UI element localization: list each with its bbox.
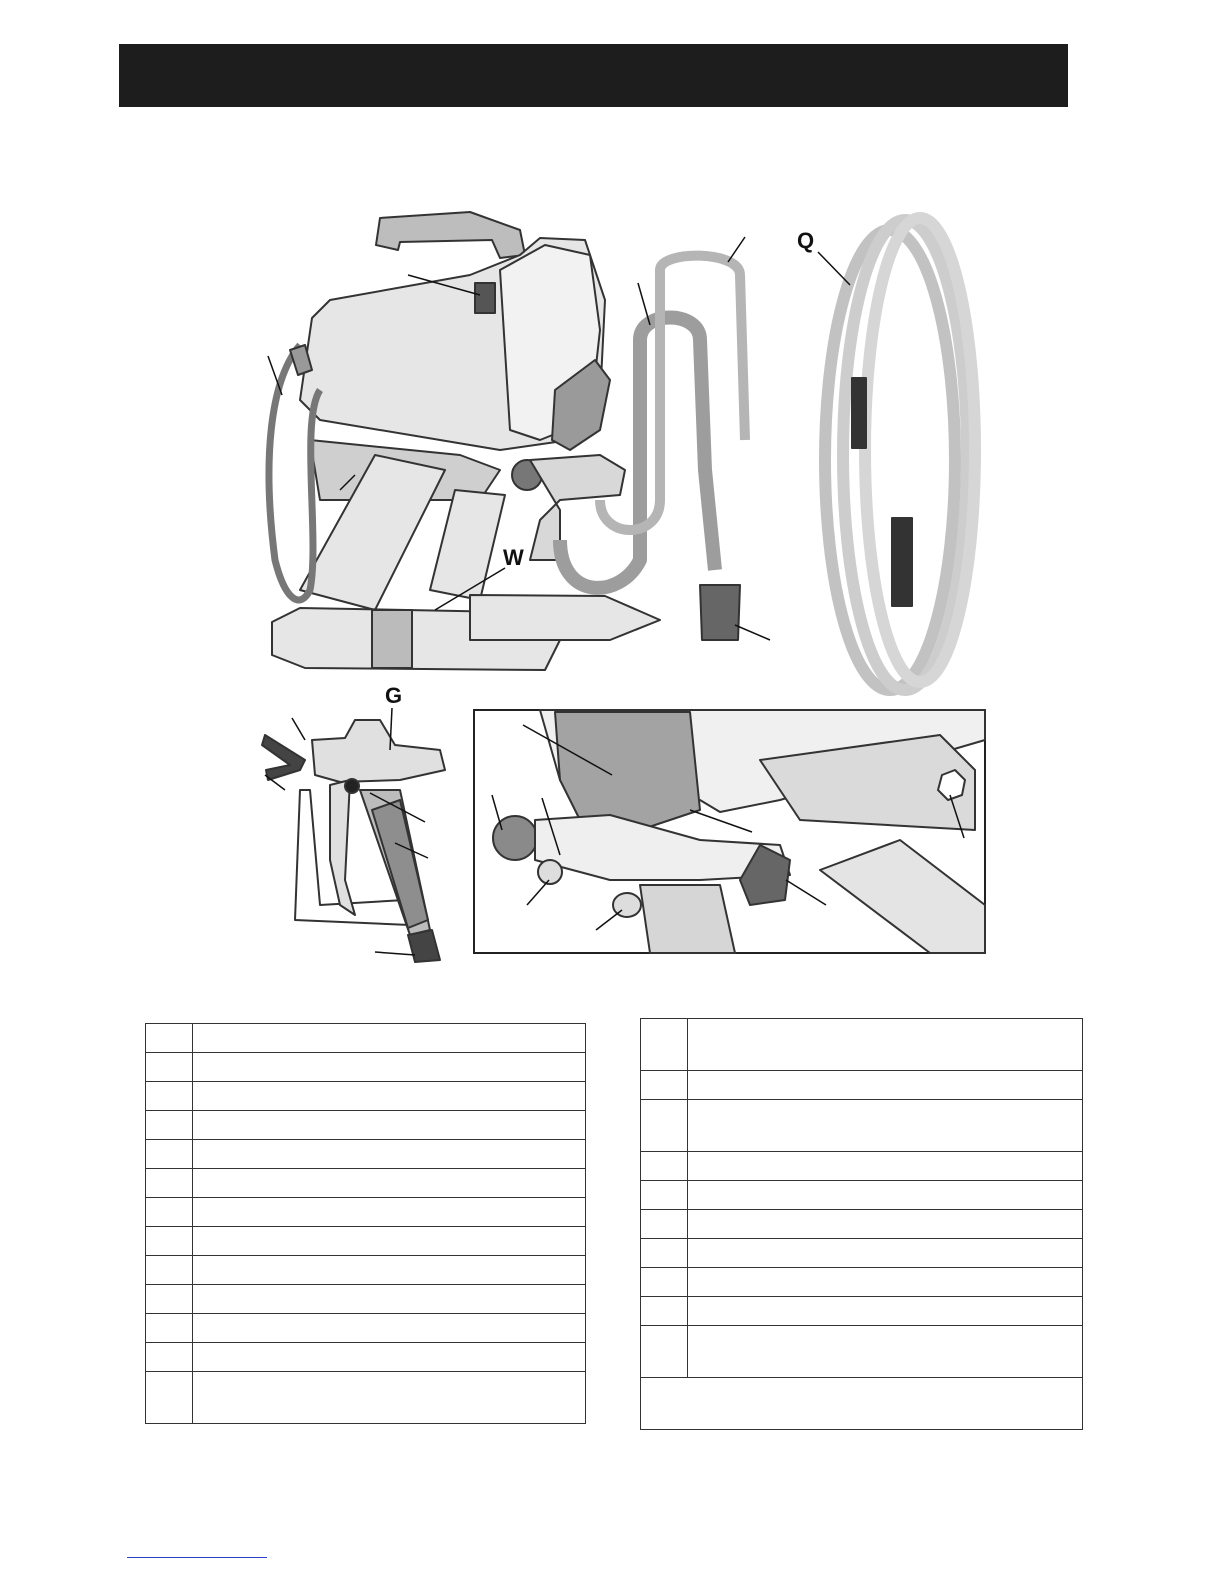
part-description — [688, 1297, 1083, 1326]
part-description — [193, 1140, 586, 1169]
part-description — [688, 1181, 1083, 1210]
part-description — [688, 1326, 1083, 1378]
part-description — [688, 1268, 1083, 1297]
part-description — [193, 1372, 586, 1424]
rear-leg — [430, 490, 505, 600]
gun-swivel — [408, 930, 440, 962]
hose-fitting-bottom — [892, 518, 912, 606]
part-key — [146, 1082, 193, 1111]
table-row — [146, 1111, 586, 1140]
part-key — [146, 1169, 193, 1198]
part-key — [641, 1181, 688, 1210]
part-key — [641, 1297, 688, 1326]
tip-guard — [262, 735, 305, 780]
table-row — [146, 1053, 586, 1082]
part-description — [688, 1019, 1083, 1071]
part-key — [641, 1100, 688, 1152]
leader-hose — [818, 252, 850, 285]
part-description — [193, 1256, 586, 1285]
pump-block — [530, 455, 625, 560]
table-row — [146, 1169, 586, 1198]
gun-head — [312, 720, 445, 782]
table-row — [641, 1268, 1083, 1297]
part-description — [193, 1169, 586, 1198]
carry-handle — [376, 212, 525, 258]
part-description — [193, 1314, 586, 1343]
part-key — [146, 1314, 193, 1343]
footer-link-underline — [127, 1557, 267, 1558]
inset-pressure-relief — [538, 860, 562, 884]
part-key — [146, 1140, 193, 1169]
table-row — [641, 1239, 1083, 1268]
part-description — [193, 1111, 586, 1140]
table-row — [146, 1256, 586, 1285]
rear-foot — [470, 595, 660, 640]
part-key — [641, 1326, 688, 1378]
table-row — [146, 1024, 586, 1053]
part-description — [688, 1100, 1083, 1152]
part-key — [146, 1024, 193, 1053]
part-key — [641, 1268, 688, 1297]
callout-w: W — [503, 545, 524, 570]
parts-table-right — [640, 1018, 1083, 1430]
table-row — [146, 1285, 586, 1314]
part-key — [146, 1256, 193, 1285]
table-row — [146, 1198, 586, 1227]
part-description — [688, 1210, 1083, 1239]
table-row — [146, 1372, 586, 1424]
table-row — [146, 1227, 586, 1256]
table-row — [641, 1019, 1083, 1071]
part-description — [193, 1285, 586, 1314]
part-key — [146, 1111, 193, 1140]
part-key — [641, 1210, 688, 1239]
gun-trigger — [330, 780, 355, 915]
part-key — [641, 1071, 688, 1100]
table-row — [641, 1297, 1083, 1326]
leader-return-tube — [728, 237, 745, 262]
part-key — [146, 1227, 193, 1256]
part-key — [146, 1285, 193, 1314]
part-key — [146, 1053, 193, 1082]
table-row — [641, 1100, 1083, 1152]
part-description — [193, 1227, 586, 1256]
table-note-row — [641, 1378, 1083, 1430]
parts-table-left — [145, 1023, 586, 1424]
part-key — [146, 1198, 193, 1227]
table-row — [641, 1326, 1083, 1378]
part-key — [641, 1152, 688, 1181]
part-description — [193, 1198, 586, 1227]
inset-pump-body — [640, 885, 735, 953]
part-description — [688, 1152, 1083, 1181]
callout-g: G — [385, 683, 403, 708]
gun-safety-latch — [345, 779, 359, 793]
table-row — [146, 1082, 586, 1111]
control-switch — [475, 283, 495, 313]
leader-strainer — [735, 625, 770, 640]
part-description — [688, 1239, 1083, 1268]
table-note — [641, 1378, 1083, 1430]
part-key — [641, 1239, 688, 1268]
part-key — [146, 1372, 193, 1424]
part-description — [193, 1053, 586, 1082]
part-description — [193, 1343, 586, 1372]
table-row — [146, 1314, 586, 1343]
leader-gun-swivel — [375, 952, 415, 955]
table-row — [641, 1152, 1083, 1181]
part-description — [688, 1071, 1083, 1100]
part-key — [641, 1019, 688, 1071]
base-clamp — [372, 610, 412, 668]
inset-control-cover — [555, 712, 700, 830]
table-row — [641, 1210, 1083, 1239]
leader-gun-guard — [292, 718, 305, 740]
part-description — [193, 1024, 586, 1053]
table-row — [641, 1071, 1083, 1100]
inlet-strainer — [700, 585, 740, 640]
callout-q: Q — [797, 228, 815, 253]
part-description — [193, 1082, 586, 1111]
part-key — [146, 1343, 193, 1372]
hose-fitting-top — [852, 378, 866, 448]
table-row — [146, 1140, 586, 1169]
table-row — [641, 1181, 1083, 1210]
table-row — [146, 1343, 586, 1372]
